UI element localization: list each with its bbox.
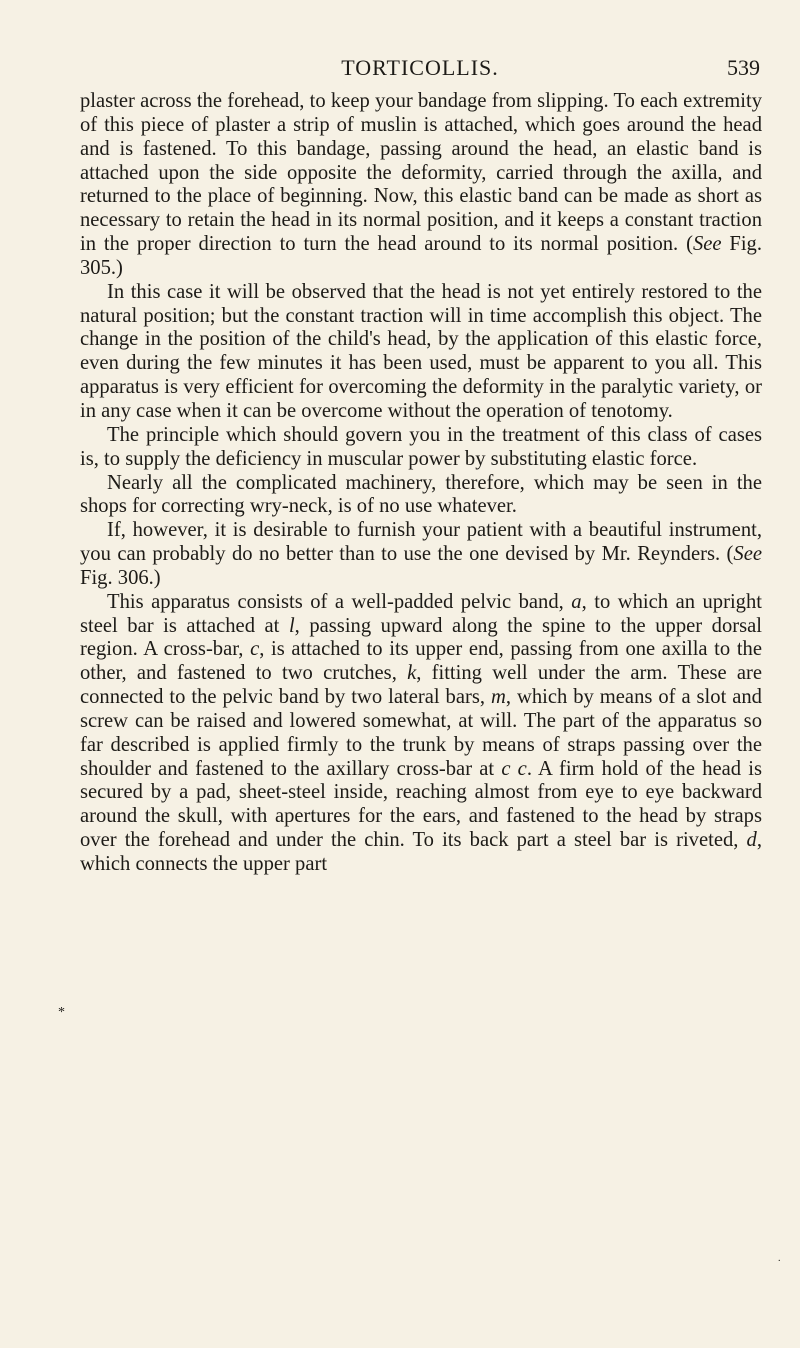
italic-text: d (746, 829, 757, 852)
italic-text: See (692, 233, 722, 256)
margin-dot: . (778, 1253, 781, 1264)
text-segment: , fitting well under the arm. These are connected to the pelvic band by two lateral bars, (80, 662, 762, 709)
page-number: 539 (727, 55, 760, 80)
paragraph (80, 424, 762, 472)
italic-text: c c (501, 757, 527, 780)
paragraph (80, 281, 762, 424)
text-segment: , which by means of a slot and screw can be raised and lowered somewhat, at will. The part of the apparatus so far described is applied firmly to the trunk by means of straps passing over the shoulder and fastened to the axillary cross-bar at (80, 686, 762, 780)
body-text (80, 90, 762, 877)
italic-text: See (733, 543, 762, 566)
italic-text: a (571, 590, 582, 613)
text-segment: The principle which should govern you in the treatment of this class of cases is, to supply the deficiency in muscular power by substituting elastic force. (80, 423, 762, 470)
text-segment: Nearly all the complicated machinery, therefore, which may be seen in the shops for correcting wry-neck, is of no use whatever. (80, 471, 762, 518)
text-segment: , to which an upright steel bar is attached at (80, 590, 762, 637)
paragraph (80, 519, 762, 591)
text-segment: In this case it will be observed that the head is not yet entirely restored to the natural position; but the constant traction will in time accomplish this object. The change in the position of the child's head, by the application of this elastic force, even during the few minutes it has been used, must be apparent to you all. This apparatus is very efficient for overcoming the deformity in the paralytic variety, or in any case when it can be overcome without the operation of tenotomy. (80, 280, 762, 422)
text-segment: , which connects the upper part (80, 829, 762, 875)
italic-text: k (407, 662, 417, 685)
text-segment: If, however, it is desirable to furnish your patient with a beautiful instrument, you can probably do no better than to use the one devised by Mr. Reynders. ( (80, 519, 762, 566)
italic-text: l (288, 614, 295, 637)
text-segment: , is attached to its upper end, passing from one axilla to the other, and fastened to two crutches, (80, 638, 762, 685)
margin-asterisk: * (58, 1005, 65, 1020)
text-segment: , passing upward along the spine to the upper dorsal region. A cross-bar, (80, 614, 762, 661)
italic-text: c (250, 638, 260, 661)
text-segment: Fig. 305.) (80, 233, 762, 279)
paragraph (80, 90, 762, 281)
text-segment: plaster across the forehead, to keep your bandage from slipping. To each extremity of this piece of plaster a strip of muslin is attached, which goes around the head and is fastened. To this bandage, passing around the head, an elastic band is attached upon the side opposite the deformity, carried through the axilla, and returned to the place of beginning. Now, this elastic band can be made as short as necessary to retain the head in its normal position, and it keeps a constant traction in the proper direction to turn the head around to its normal position. ( (80, 90, 762, 256)
paragraph (80, 591, 762, 877)
text-segment: Fig. 306.) (80, 566, 161, 589)
italic-text: m (490, 686, 506, 709)
text-segment: . A firm hold of the head is secured by a pad, sheet-steel inside, reaching almost from eye to eye backward around the skull, with apertures for the ears, and fastened to the head by straps over the forehead and under the chin. To its back part a steel bar is riveted, (80, 757, 763, 852)
running-title: TORTICOLLIS. (341, 55, 499, 80)
paragraph (80, 472, 762, 520)
page-header (80, 55, 760, 85)
text-segment: This apparatus consists of a well-padded pelvic band, (107, 590, 572, 613)
